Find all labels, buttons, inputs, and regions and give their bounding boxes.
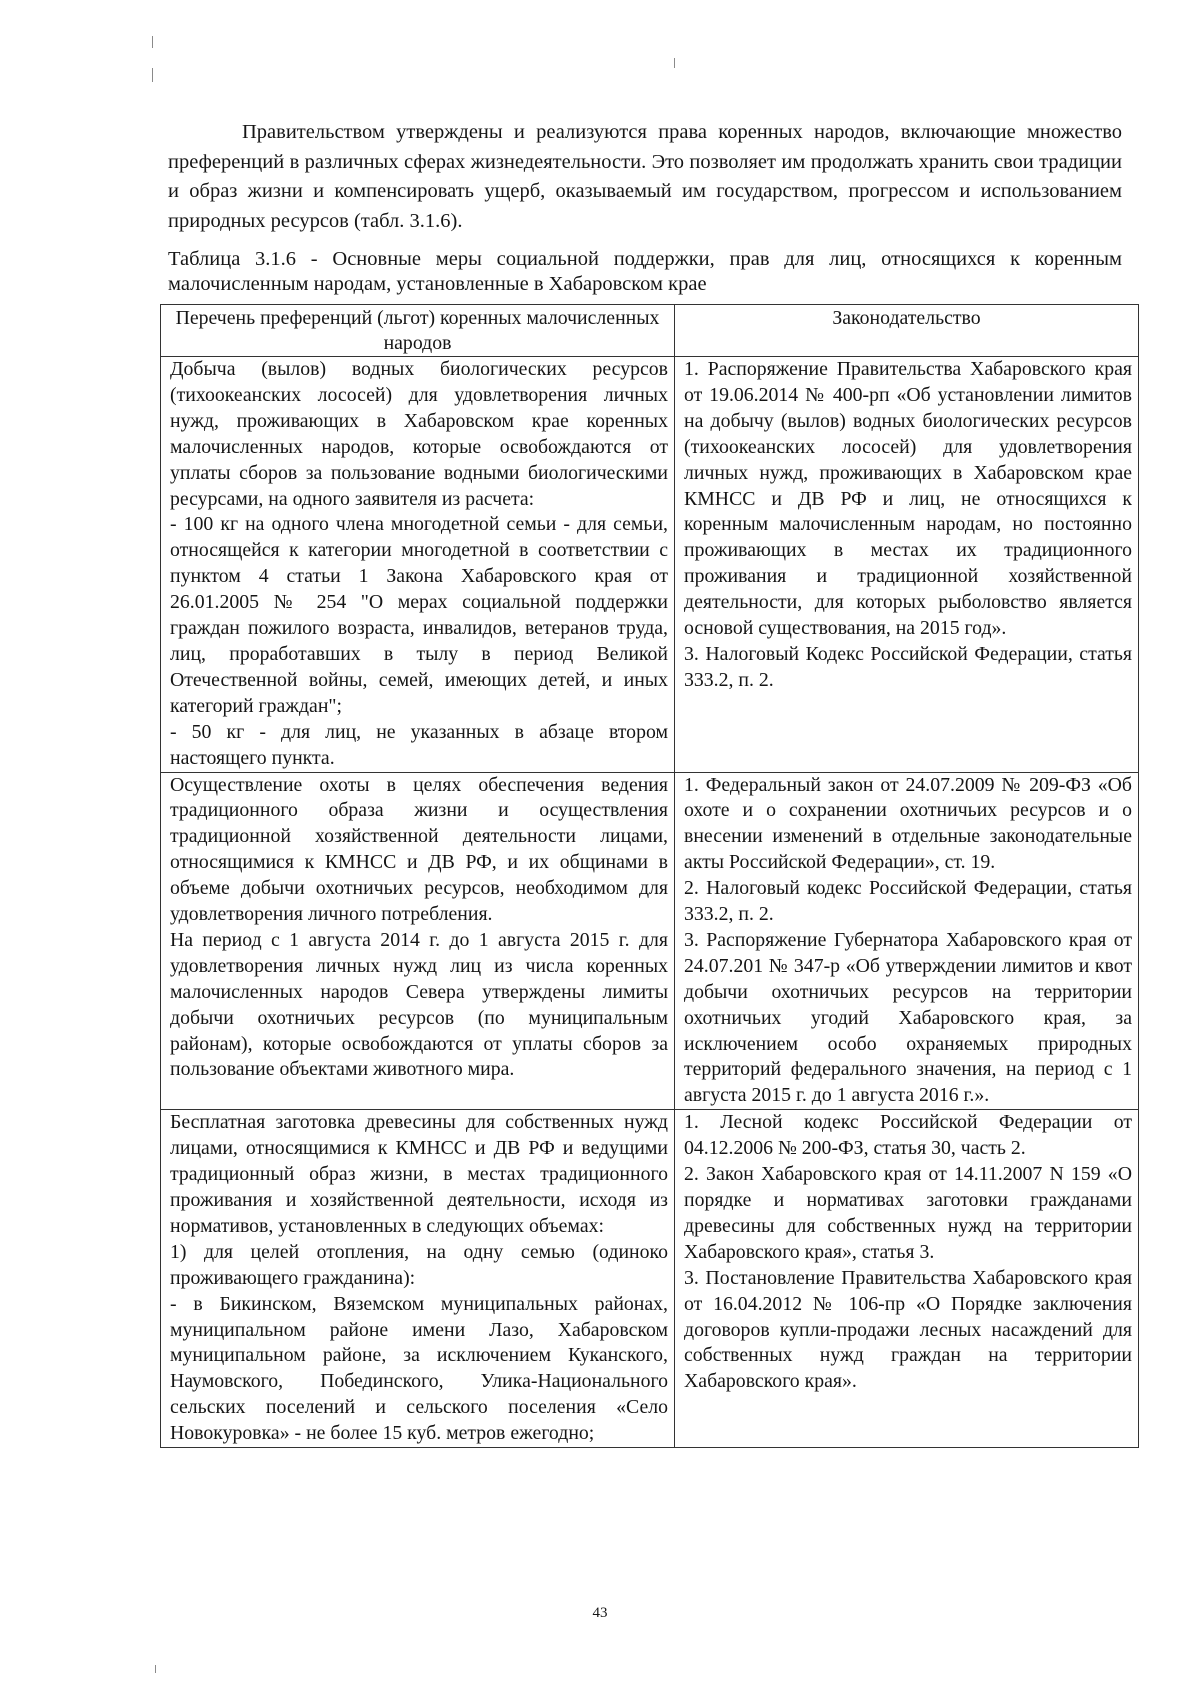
scan-artifact xyxy=(155,1665,156,1673)
table-row xyxy=(161,1110,1139,1448)
column-header-legislation: Законодательство xyxy=(675,305,1139,357)
preferences-text: Добыча (вылов) водных биологических ресурсов (тихоокеанских лососей) для удовлетворения личных нужд, проживающих в Хабаровском крае коренных малочисленных народов, которые освобождаются от уплаты сборов за пользование водными биологическими ресурсами, на одного заявителя из расчета: - 100 кг на одного члена многодетной семьи - для семьи, относящейся к категории многодетной в соответствии с пунктом 4 статьи 1 Закона Хабаровского края от 26.01.2005 № 254 "О мерах социальной поддержки граждан пожилого возраста, инвалидов, ветеранов труда, лиц, проработавших в тылу в период Великой Отечественной войны, семей, имеющих детей, и иных категорий граждан"; - 50 кг - для лиц, не указанных в абзаце втором настоящего пункта. xyxy=(170,358,668,769)
legislation-text: 1. Федеральный закон от 24.07.2009 № 209-ФЗ «Об охоте и о сохранении охотничьих ресурсов и о внесении изменений в отдельные законодательные акты Российской Федерации», ст. 19. 2. Налоговый кодекс Российской Федерации, статья 333.2, п. 2. 3. Распоряжение Губернатора Хабаровского края от 24.07.201 № 347-р «Об утверждении лимитов и квот добычи охотничьих ресурсов на территории охотничьих угодий Хабаровского края, за исключением особо охраняемых природных территорий федерального значения, на период с 1 августа 2015 г. до 1 августа 2016 г.». xyxy=(684,773,1132,1107)
legislation-text: 1. Лесной кодекс Российской Федерации от 04.12.2006 № 200-ФЗ, статья 30, часть 2. 2. Закон Хабаровского края от 14.11.2007 N 159 «О порядке и нормативах заготовки гражданами древесины для собственных нужд на территории Хабаровского края», статья 3. 3. Постановление Правительства Хабаровского края от 16.04.2012 № 106-пр «О Порядке заключения договоров купли-продажи лесных насаждений для собственных нужд граждан на территории Хабаровского края». xyxy=(684,1111,1132,1393)
legislation-cell xyxy=(675,357,1139,773)
preferences-text: Осуществление охоты в целях обеспечения ведения традиционного образа жизни и осуществления традиционной хозяйственной деятельности лицами, относящимися к КМНСС и ДВ РФ, и их общинами в объеме добычи охотничьих ресурсов, необходимом для удовлетворения личного потребления. На период с 1 августа 2014 г. до 1 августа 2015 г. для удовлетворения личных нужд лиц из числа коренных малочисленных народов Севера утверждены лимиты добычи охотничьих ресурсов (по муниципальным районам), которые освобождаются от уплаты сборов за пользование объектами животного мира. xyxy=(170,773,668,1081)
legislation-text: 1. Распоряжение Правительства Хабаровского края от 19.06.2014 № 400-рп «Об установлении лимитов на добычу (вылов) водных биологических ресурсов (тихоокеанских лососей) для удовлетворения личных нужд, проживающих в Хабаровском крае КМНСС и ДВ РФ и лиц, не относящихся к коренным малочисленным народам, но постоянно проживающих в местах их традиционного проживания и традиционной хозяйственной деятельности, для которых рыболовство является основой существования, на 2015 год». 3. Налоговый Кодекс Российской Федерации, статья 333.2, п. 2. xyxy=(684,358,1132,691)
preferences-cell xyxy=(161,1110,675,1448)
legislation-cell xyxy=(675,772,1139,1110)
preferences-text: Бесплатная заготовка древесины для собственных нужд лицами, относящимися к КМНСС и ДВ РФ и ведущими традиционный образ жизни, в местах традиционного проживания и хозяйственной деятельности, исходя из нормативов, установленных в следующих объемах: 1) для целей отопления, на одну семью (одиноко проживающего гражданина): - в Бикинском, Вяземском муниципальных районах, муниципальном районе имени Лазо, Хабаровском муниципальном районе, за исключением Куканского, Наумовского, Побединского, Улика-Национального сельских поселений и сельского поселения «Село Новокуровка» - не более 15 куб. метров ежегодно; xyxy=(170,1111,668,1445)
benefits-table xyxy=(160,304,1139,1448)
page-number: 43 xyxy=(592,1605,608,1621)
preferences-cell xyxy=(161,772,675,1110)
table-caption: Таблица 3.1.6 - Основные меры социальной поддержки, прав для лиц, относящихся к коренным малочисленным народам, установленные в Хабаровском крае xyxy=(168,248,1122,295)
scan-artifact xyxy=(152,36,153,48)
table-row xyxy=(161,357,1139,773)
intro-paragraph: Правительством утверждены и реализуются права коренных народов, включающие множество преференций в различных сферах жизнедеятельности. Это позволяет им продолжать хранить свои традиции и образ жизни и компенсировать ущерб, оказываемый им государством, прогрессом и использованием природных ресурсов (табл. 3.1.6). xyxy=(168,121,1122,232)
scan-artifact xyxy=(674,58,675,68)
table-row xyxy=(161,772,1139,1110)
column-header-preferences: Перечень преференций (льгот) коренных малочисленных народов xyxy=(161,305,675,357)
scan-artifact xyxy=(152,68,153,82)
preferences-cell xyxy=(161,357,675,773)
intro-text xyxy=(168,118,1122,236)
legislation-cell xyxy=(675,1110,1139,1448)
table-header-row xyxy=(161,305,1139,357)
